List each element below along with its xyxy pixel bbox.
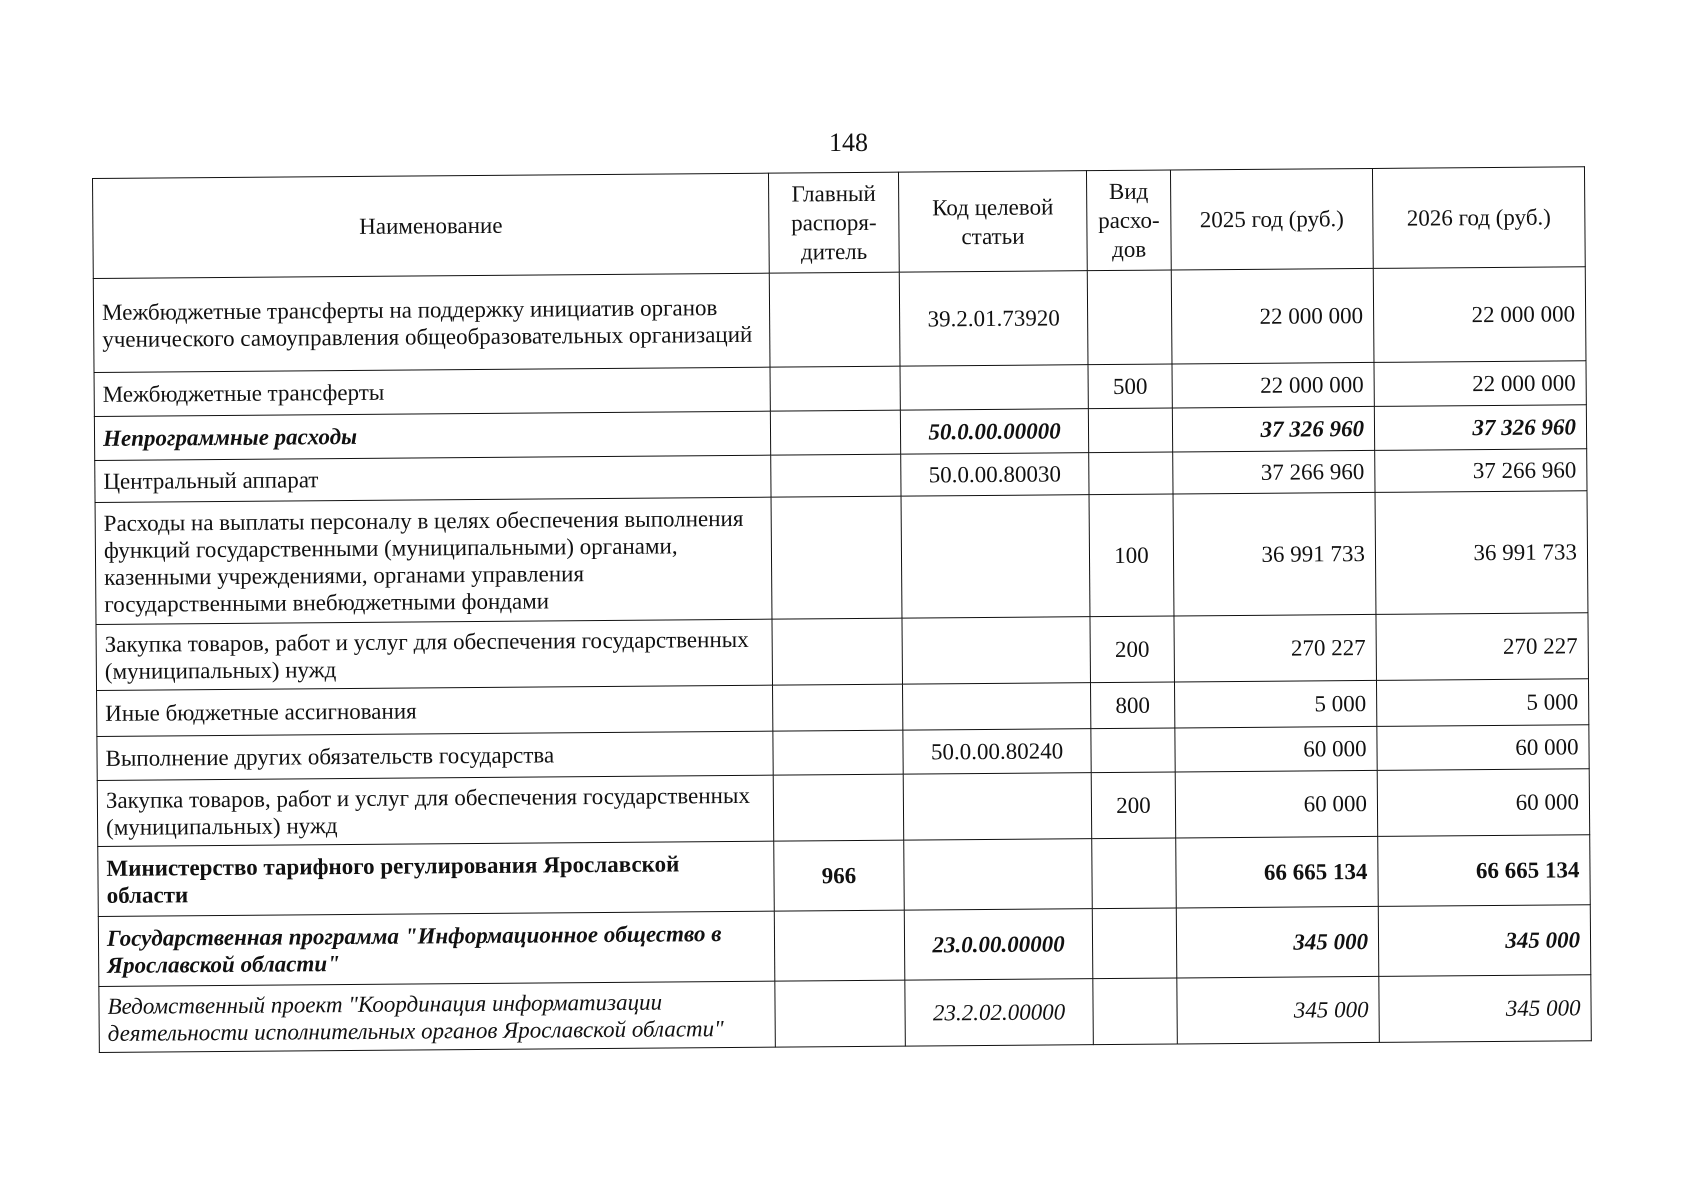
cell-2026: 36 991 733: [1375, 491, 1588, 615]
cell-code: [902, 617, 1091, 684]
cell-admin: [769, 272, 900, 367]
cell-2025: 60 000: [1175, 726, 1377, 772]
cell-2025: 37 326 960: [1172, 406, 1374, 452]
cell-code: [903, 683, 1091, 730]
cell-code: 50.0.00.00000: [900, 409, 1088, 454]
header-name: Наименование: [93, 173, 770, 278]
cell-admin: [770, 410, 900, 455]
cell-2026: 37 266 960: [1375, 449, 1587, 493]
header-2026: 2026 год (руб.): [1372, 167, 1585, 269]
cell-admin: [773, 774, 904, 841]
cell-type: 800: [1090, 682, 1174, 729]
cell-type: 100: [1089, 494, 1174, 617]
cell-code: [901, 495, 1090, 618]
header-admin: Главный распоря-дитель: [768, 172, 899, 273]
header-2025: 2025 год (руб.): [1170, 168, 1373, 270]
cell-code: [900, 365, 1088, 410]
cell-2026: 66 665 134: [1378, 835, 1591, 907]
cell-name: Расходы на выплаты персоналу в целях обеспечения выполнения функций государственными (муниципальными) органами, казенными учреждениями, органами управления государственными внебюджетными фондами: [95, 497, 772, 624]
cell-name: Межбюджетные трансферты на поддержку инициатив органов ученического самоуправления общеобразовательных организаций: [93, 273, 770, 372]
cell-admin: 966: [774, 840, 905, 911]
cell-name: Межбюджетные трансферты: [94, 367, 770, 416]
cell-type: 200: [1090, 616, 1175, 683]
cell-type: [1088, 408, 1172, 453]
cell-admin: [773, 684, 903, 731]
cell-2026: 270 227: [1376, 613, 1589, 681]
cell-code: 50.0.00.80030: [901, 453, 1089, 496]
cell-type: [1091, 728, 1175, 773]
cell-2025: 36 991 733: [1173, 492, 1376, 616]
table-row: [97, 769, 1589, 847]
cell-2025: 60 000: [1175, 770, 1378, 838]
table-header-row: [93, 167, 1586, 279]
header-code: Код целевой статьи: [898, 171, 1087, 272]
cell-2026: 5 000: [1376, 679, 1588, 727]
cell-code: [904, 839, 1093, 910]
cell-admin: [773, 730, 903, 775]
table-row: [98, 835, 1591, 917]
table-row: [99, 975, 1591, 1053]
cell-2026: 22 000 000: [1373, 267, 1586, 363]
cell-name: Государственная программа "Информационное общество в Ярославской области": [98, 911, 775, 986]
cell-2025: 37 266 960: [1173, 450, 1375, 494]
cell-2025: 345 000: [1176, 906, 1379, 978]
cell-name: Ведомственный проект "Координация информатизации деятельности исполнительных органов Ярославской области": [99, 981, 775, 1052]
cell-name: Закупка товаров, работ и услуг для обеспечения государственных (муниципальных) нужд: [97, 775, 773, 846]
budget-table: [92, 166, 1592, 1053]
cell-admin: [775, 980, 906, 1047]
cell-type: [1093, 978, 1178, 1045]
table-row: [95, 491, 1588, 625]
cell-code: 23.2.02.00000: [905, 979, 1094, 1046]
cell-admin: [771, 496, 902, 619]
cell-admin: [772, 618, 903, 685]
cell-name: Выполнение других обязательств государства: [97, 731, 773, 780]
cell-2026: 22 000 000: [1374, 361, 1586, 407]
cell-type: [1092, 908, 1177, 979]
cell-2026: 37 326 960: [1374, 405, 1586, 451]
cell-name: Непрограммные расходы: [94, 411, 770, 460]
cell-type: 200: [1091, 772, 1176, 839]
cell-2026: 60 000: [1377, 769, 1590, 837]
cell-2026: 345 000: [1378, 905, 1591, 977]
cell-name: Министерство тарифного регулирования Ярославской области: [98, 841, 775, 916]
cell-admin: [771, 454, 901, 497]
cell-admin: [774, 910, 905, 981]
cell-2026: 345 000: [1379, 975, 1592, 1043]
cell-name: Иные бюджетные ассигнования: [97, 685, 773, 736]
cell-type: [1092, 838, 1177, 909]
cell-code: 39.2.01.73920: [899, 271, 1088, 366]
cell-type: [1087, 270, 1172, 365]
table-row: [93, 267, 1586, 373]
cell-2025: 66 665 134: [1176, 836, 1379, 908]
cell-2025: 22 000 000: [1172, 362, 1374, 408]
cell-2025: 270 227: [1174, 614, 1377, 682]
cell-2025: 22 000 000: [1171, 268, 1374, 364]
header-type: Вид расхо-дов: [1086, 170, 1171, 271]
cell-code: [903, 773, 1092, 840]
cell-name: Центральный аппарат: [95, 455, 771, 502]
page-number: 148: [829, 128, 868, 157]
cell-2025: 345 000: [1177, 976, 1380, 1044]
cell-admin: [770, 366, 900, 411]
table-row: [96, 613, 1588, 691]
cell-code: 50.0.00.80240: [903, 729, 1091, 774]
cell-type: 500: [1088, 364, 1172, 409]
cell-2026: 60 000: [1377, 725, 1589, 771]
cell-2025: 5 000: [1174, 680, 1376, 728]
cell-type: [1089, 452, 1173, 495]
table-row: [98, 905, 1591, 987]
cell-name: Закупка товаров, работ и услуг для обеспечения государственных (муниципальных) нужд: [96, 619, 772, 690]
cell-code: 23.0.00.00000: [904, 909, 1093, 980]
